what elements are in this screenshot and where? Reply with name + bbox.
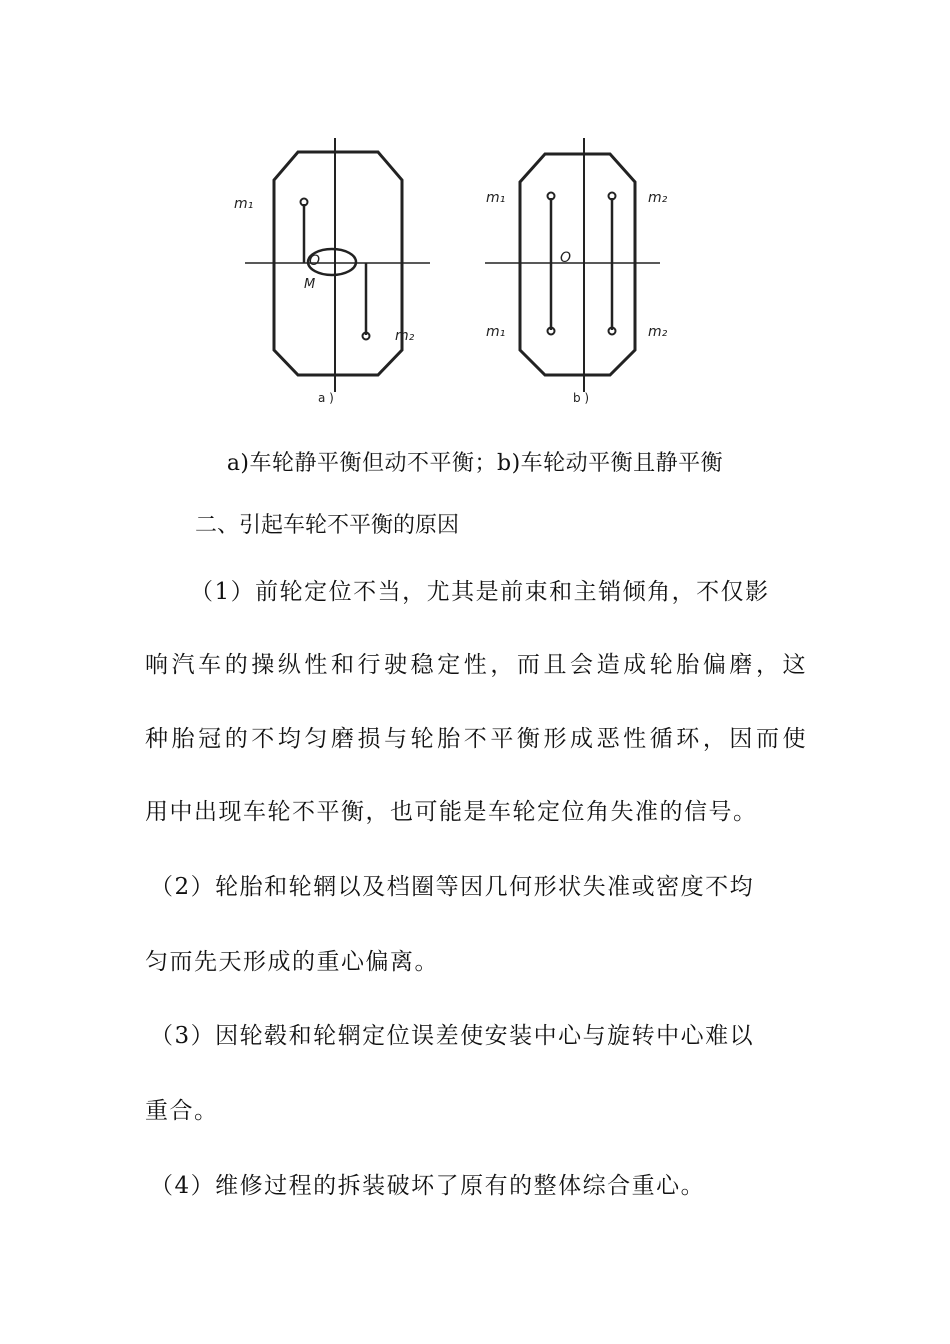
label-m2-top-b: m₂	[648, 190, 668, 206]
paragraph-3-line-2: 重合。	[145, 1098, 219, 1124]
section-heading: 二、引起车轮不平衡的原因	[195, 513, 460, 538]
label-m2-bottom-b: m₂	[648, 324, 668, 340]
label-center-a: O	[309, 253, 321, 269]
paragraph-4-line-1: （4）维修过程的拆装破坏了原有的整体综合重心。	[150, 1173, 706, 1199]
paragraph-1-line-2: 响汽车的操纵性和行驶稳定性，而且会造成轮胎偏磨，这	[145, 652, 807, 678]
figure-caption: a)车轮静平衡但动不平衡；b)车轮动平衡且静平衡	[226, 451, 724, 476]
paragraph-2-line-2: 匀而先天形成的重心偏离。	[145, 949, 439, 975]
label-m1-a: m₁	[234, 196, 254, 212]
paragraph-3-line-1: （3）因轮毂和轮辋定位误差使安装中心与旋转中心难以	[150, 1023, 755, 1049]
paragraph-1-line-1: （1）前轮定位不当，尤其是前束和主销倾角，不仅影	[190, 579, 770, 605]
label-sub-b: b )	[573, 391, 590, 405]
label-m1-top-b: m₁	[486, 190, 506, 206]
wheel-b	[485, 138, 660, 392]
paragraph-1-line-3: 种胎冠的不均匀磨损与轮胎不平衡形成恶性循环，因而使	[145, 726, 807, 752]
wheel-balance-diagram	[220, 130, 700, 415]
label-center-b: O	[560, 250, 572, 266]
paragraph-1-line-4: 用中出现车轮不平衡，也可能是车轮定位角失准的信号。	[145, 799, 758, 825]
label-m1-bottom-b: m₁	[486, 324, 506, 340]
wheel-a	[245, 138, 430, 392]
label-m2-a: m₂	[395, 328, 415, 344]
paragraph-2-line-1: （2）轮胎和轮辋以及档圈等因几何形状失准或密度不均	[150, 874, 755, 900]
label-sub-a: a )	[318, 391, 334, 405]
label-moment: M	[304, 277, 316, 292]
wheel-balance-figure	[220, 130, 700, 415]
wheel-b-outline	[520, 154, 635, 375]
